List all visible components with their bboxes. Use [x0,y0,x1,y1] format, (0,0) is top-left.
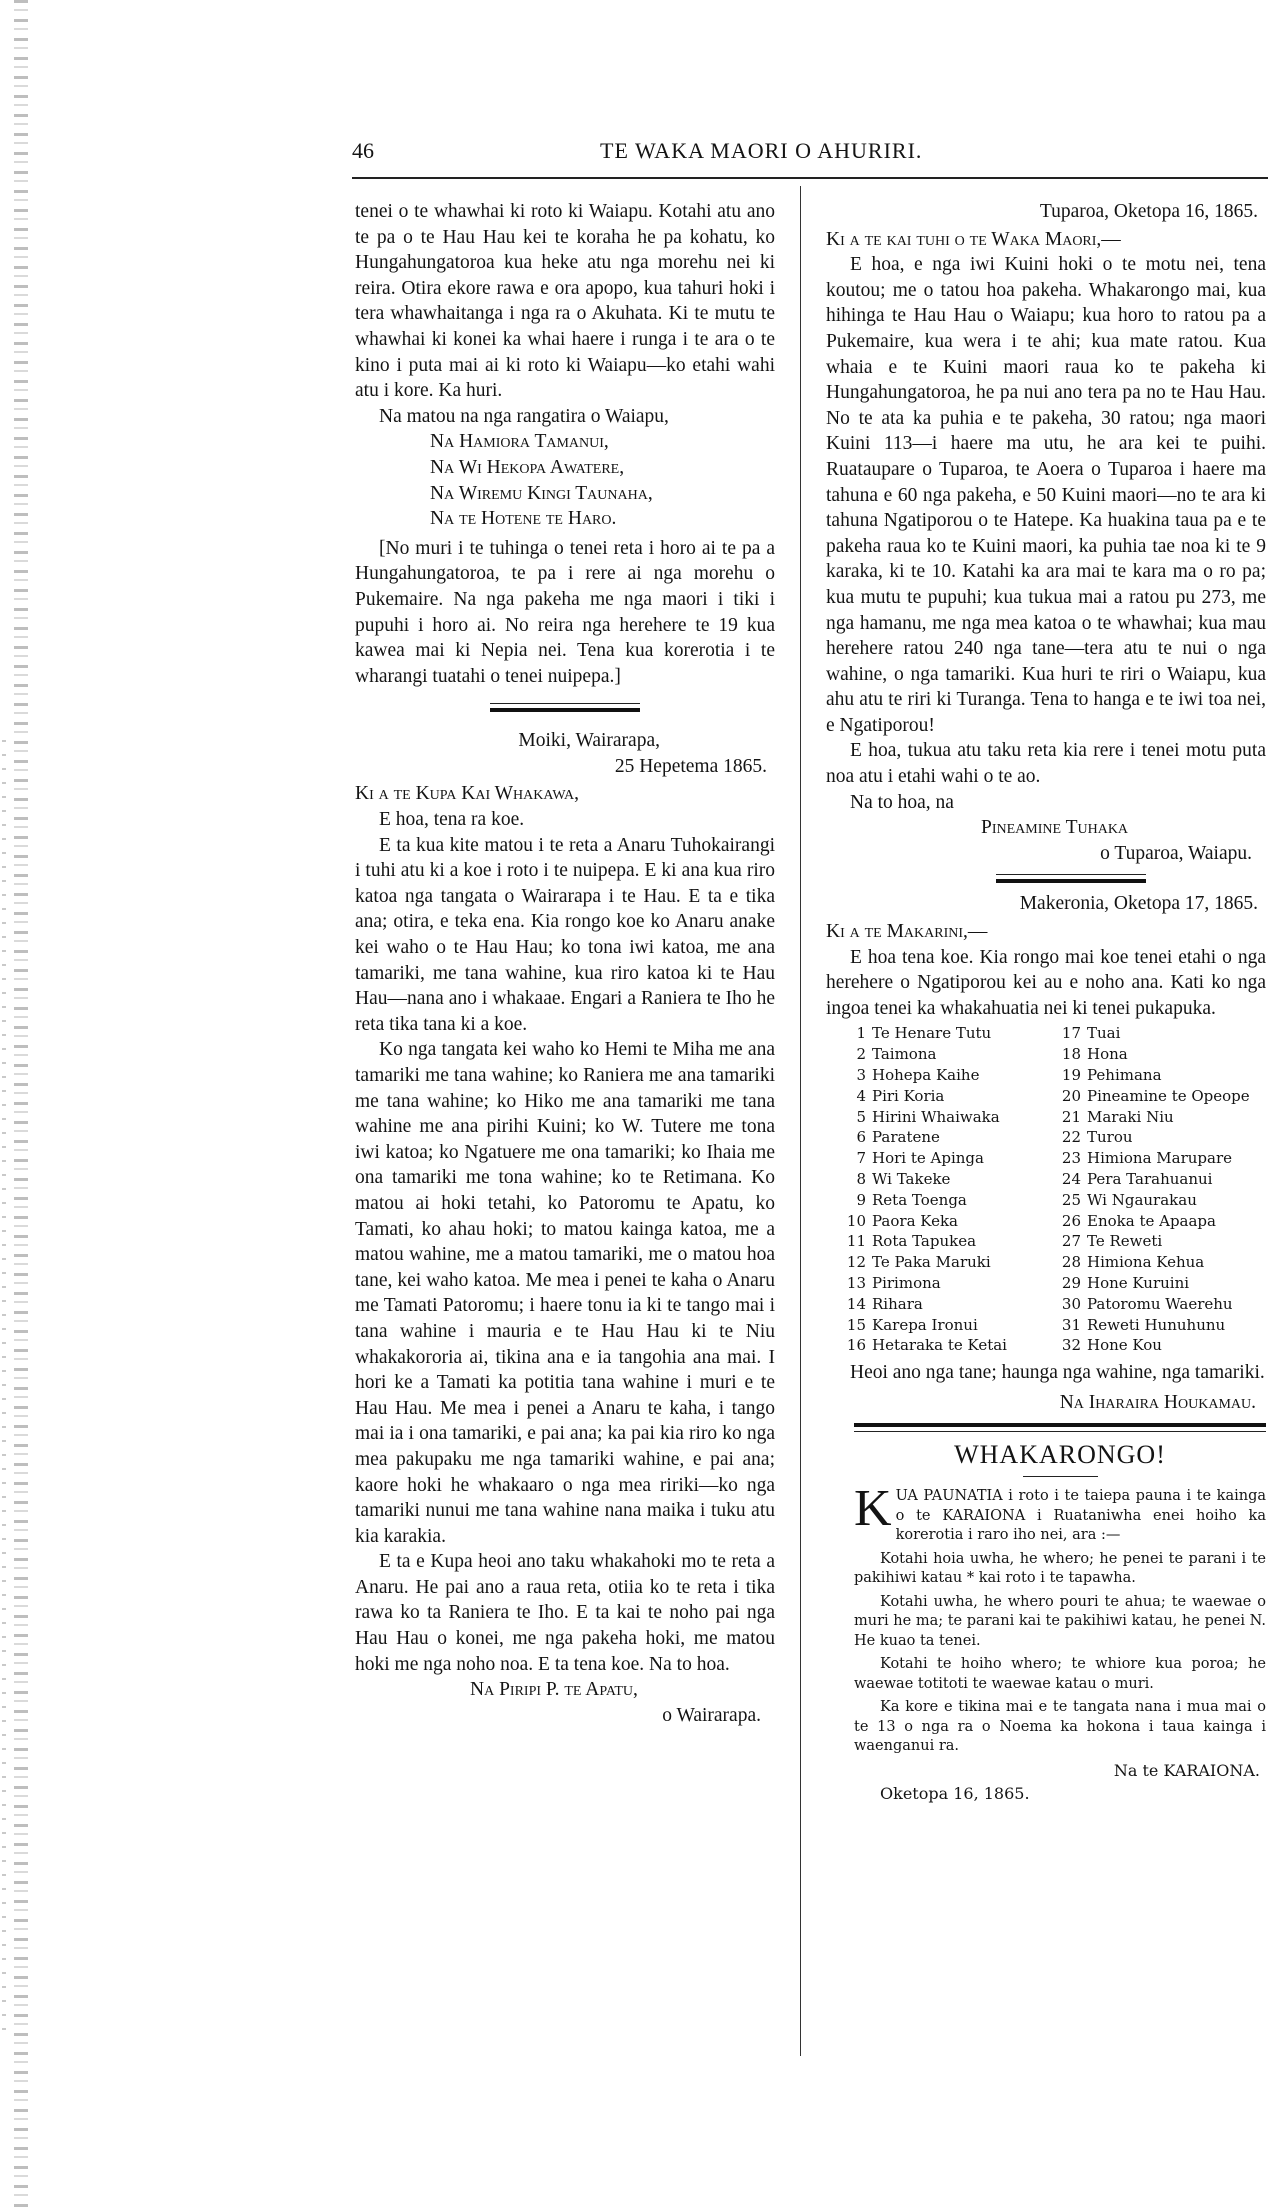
name-text: Reta Toenga [872,1190,967,1209]
left-column [355,199,775,1728]
letter-greeting: E hoa, tena ra koe. [379,809,525,831]
name-text: Hetaraka te Ketai [872,1336,1007,1355]
name-number: 24 [1061,1169,1081,1188]
name-number: 1 [856,1024,866,1043]
name-text: Turou [1087,1128,1133,1147]
letter-place: Moiki, Wairarapa, [518,730,660,752]
notice-advertisement [854,1438,1266,1804]
name-number: 29 [1061,1273,1081,1292]
name-list-item [840,1044,1055,1065]
name-text: Pirimona [872,1273,941,1292]
name-number: 19 [1061,1066,1081,1084]
letter-paragraph: E ta e Kupa heoi ano taku whakahoki mo te reta a Anaru. He pai ano a raua reta, otiia ko te reta i tika rawa ko ta Raniera te Iho. E ta kai te noho pai nga Hau Hau o konei, me nga pakeha hoki, me matou hoki me nga noho noa. E ta tena koe. Na to hoa. [355,1551,775,1675]
name-text: Hori te Apinga [872,1149,984,1168]
notice-paragraph: Kotahi hoia uwha, he whero; he penei te parani i te pakihiwi katau * kai roto i te tapawha. [854,1550,1266,1587]
name-text: Te Paka Maruki [872,1253,991,1272]
name-list-item [1055,1148,1266,1169]
name-number: 6 [856,1128,866,1147]
name-list-item [1055,1335,1266,1356]
name-text: Himiona Marupare [1087,1149,1233,1168]
name-list-item [1055,1273,1266,1294]
name-number: 10 [846,1211,866,1230]
name-text: Enoka te Apaapa [1087,1211,1216,1230]
name-number: 14 [846,1294,866,1313]
letter-salutation: Ki a te kai tuhi o te Waka Maori,— [826,228,1121,250]
name-number: 27 [1061,1232,1081,1251]
letter-dateline: Makeronia, Oketopa 17, 1865. [1019,893,1258,915]
name-number: 13 [846,1273,866,1292]
name-list-item [1055,1294,1266,1315]
section-rule [996,874,1146,883]
name-list-item [840,1252,1055,1273]
name-list-item [1055,1169,1266,1190]
name-text: Wi Ngaurakau [1087,1190,1197,1209]
name-number: 31 [1061,1315,1081,1334]
notice-date: Oketopa 16, 1865. [880,1784,1030,1804]
running-title: TE WAKA MAORI O AHURIRI. [600,138,923,163]
name-text: Karepa Ironui [872,1315,978,1334]
name-list-item [1055,1044,1266,1065]
notice-paragraph: Kotahi te hoiho whero; te whiore kua poroa; he waewae totitoti te waewae katau o muri. [854,1656,1266,1692]
names-column-right [1055,1023,1266,1356]
name-list-item [1055,1127,1266,1148]
name-list-item [840,1335,1055,1356]
name-list-item [840,1315,1055,1336]
name-list-item [1055,1190,1266,1211]
signatories-list [355,429,775,531]
name-number: 23 [1061,1149,1081,1168]
name-text: Reweti Hunuhunu [1087,1315,1226,1334]
editor-note: [No muri i te tuhinga o tenei reta i horo ai te pa a Hungahungatoroa, te pa i rere ai nga morehu o Pukemaire. Na nga pakeha me nga maori i tiki i pupuhi i horo ai. No reira nga herehere te 19 kua kawea mai ki Nepia nei. Tena kua korerotia i te wharangi tuatahi o tenei nuipepa.] [355,537,775,687]
notice-lead: UA PAUNATIA i roto i te taiepa pauna i te kainga o te KARAIONA i Ruataniwha enei hoiho ka korerotia i raro iho nei, ara :— [895,1488,1266,1544]
name-number: 15 [846,1315,866,1334]
name-text: Hirini Whaiwaka [872,1107,1000,1126]
name-text: Rihara [872,1294,923,1313]
letter-date: 25 Hepetema 1865. [614,755,767,777]
page-number: 46 [352,138,374,163]
name-number: 12 [846,1253,866,1272]
name-text: Paratene [872,1128,940,1147]
notice-title: WHAKARONGO! [954,1440,1166,1470]
section-rule [854,1423,1266,1432]
name-text: Wi Takeke [872,1169,951,1188]
letter-paragraph: E ta kua kite matou i te reta a Anaru Tuhokairangi i tuhi atu ki a koe i roto i te nuipepa. E ki ana kua riro katoa nga tangata o Wairarapa i te Hau. E ta e tika ana; otira, e teka ena. Kia rongo koe ko Anaru anake kei waho o te Hau Hau; ko tona iwi katoa, me ana tamariki, me tana wahine, kua riro katoa ki te Hau Hau—nana ano i whakaae. Engari a Raniera te Iho he reta tika tana ki a koe. [355,834,775,1035]
header-rule [352,177,1268,179]
name-list-item [840,1086,1055,1107]
letter-signature-place: o Wairarapa. [662,1704,761,1726]
name-list-item [1055,1252,1266,1273]
name-text: Paora Keka [872,1211,958,1230]
prisoner-names-list [840,1023,1266,1356]
name-number: 21 [1061,1107,1081,1126]
name-list-item [840,1107,1055,1128]
name-list-item [1055,1315,1266,1336]
name-number: 16 [846,1336,866,1355]
name-text: Pehimana [1087,1066,1162,1084]
letter-paragraph: Ko nga tangata kei waho ko Hemi te Miha me ana tamariki me tana wahine; ko Raniera me ana tamariki me tana wahine; ko Hiko me ana tamariki me tana wahine me ana pirihi Kuini; ko W. Tutere me tona iwi katoa; ko Ngatuere me ona tamariki; ko Ihaia me ona tamariki me tona wahine; ko te Retimana. Ko matou ai hoki tetahi, ko Patoromu te Apatu, ko Tamati, ko ahau hoki; to matou kainga katoa, me a matou wahine, me a matou tamariki, me o matou hoa tane, kei waho katoa. Me mea i penei te kaha o Anaru me Tamati Patoromu; i haere tonu ia ki te tango mai i tana wahine i mauria e te Hau Hau ki te Niu whakakororia ai, tikina ana e ia tangohia ana mai. I hori ke a Tamati ka potitia tana wahine i muri e te Hau Hau. Me mea i penei a Anaru te kaha, i tango mai ia i ona tamariki, e pai ana; ka pai kia riro ko nga mea pakupaku me nga tamariki wahine, e pai ana; kaore hoki he whakaaro o nga mea ririki—ko nga tamariki nunui me tana wahine nana maika i tuku atu kia karakia. [355,1039,775,1547]
letter-signature: Na Piripi P. te Apatu, [470,1679,638,1701]
letter-salutation: Ki a te Makarini,— [826,921,988,943]
name-number: 11 [846,1232,866,1251]
letter-signature: Na Iharaira Houkamau. [1059,1391,1256,1413]
name-text: Te Henare Tutu [872,1024,992,1043]
name-list-item [840,1127,1055,1148]
name-number: 9 [856,1190,866,1209]
name-number: 17 [1061,1024,1081,1043]
name-text: Taimona [872,1045,937,1064]
signatory: Na Wiremu Kingi Taunaha, [430,482,653,504]
name-number: 4 [856,1086,866,1105]
letter-signature-place: o Tuparoa, Waiapu. [1100,842,1252,864]
name-number: 26 [1061,1211,1081,1230]
name-number: 18 [1061,1045,1081,1064]
notice-title-rule [1023,1476,1098,1477]
name-number: 20 [1061,1086,1081,1105]
letter-paragraph: E hoa tena koe. Kia rongo mai koe tenei etahi o nga herehere o Ngatiporou kei au e noho ana. Kati ko nga ingoa tenei ka whakahuatia nei ki tenei pukapuka. [826,946,1266,1019]
name-text: Rota Tapukea [872,1232,977,1251]
name-list-item [840,1148,1055,1169]
name-text: Te Reweti [1087,1232,1163,1251]
name-list-item [1055,1023,1266,1044]
name-list-item [1055,1086,1266,1107]
name-text: Hone Kuruini [1087,1273,1190,1292]
name-text: Pera Tarahuanui [1087,1169,1213,1188]
name-list-item [840,1231,1055,1252]
continued-letter-closing: Na matou na nga rangatira o Waiapu, [379,405,669,427]
scan-binding-edge [14,0,28,2212]
name-text: Himiona Kehua [1087,1253,1205,1272]
name-text: Hohepa Kaihe [872,1066,980,1084]
letter-dateline: Tuparoa, Oketopa 16, 1865. [1039,201,1258,222]
letter-closing: Na to hoa, na [850,791,954,813]
signatory: Na Wi Hekopa Awatere, [430,456,625,478]
name-number: 2 [856,1045,866,1064]
name-number: 5 [856,1107,866,1126]
signatory: Na Hamiora Tamanui, [430,431,609,453]
after-list-text: Heoi ano nga tane; haunga nga wahine, nga tamariki. [850,1362,1265,1384]
section-rule [490,703,640,712]
letter-paragraph: E hoa, tukua atu taku reta kia rere i tenei motu puta noa atu i etahi wahi o te ao. [826,740,1266,788]
notice-paragraph: Ka kore e tikina mai e te tangata nana i mua mai o te 13 o nga ra o Noema ka hokona i taua kainga i waenganui ra. [854,1699,1266,1755]
scan-binding-edge-outer [2,740,6,2040]
name-list-item [840,1190,1055,1211]
name-list-item [1055,1211,1266,1232]
name-text: Maraki Niu [1087,1107,1174,1126]
name-number: 22 [1061,1128,1081,1147]
column-divider [800,186,801,2056]
letter-paragraph: E hoa, e nga iwi Kuini hoki o te motu nei, tena koutou; me o tatou hoa pakeha. Whakarongo mai, kua hihinga te Hau Hau o Waiapu; kua horo to ratou pa a Pukemaire, kua wera i te ahi; kua mate ratou. Kua whaia e te Kuini maori raua ko te pakeha ki Hungahungatoroa, he pa nui ano tera pa no te Hau Hau. No te ata ka puhia e te pakeha, 30 ratou; nga maori Kuini 113—i haere ma utu, he ara kei te puihi. Ruataupare o Tuparoa, te Aoera o Tuparoa i haere ma tahuna e 60 nga pakeha, e 50 Kuini maori—no te ara ki tahuna Ngatiporou o te Hatepe. Ka huakina taua pa e te pakeha raua ko te Kuini maori, ka puhia tae noa ki te 9 karaka, ki te 10. Katahi ka ara mai te kara ma o ro pa; kua mutu te pupuhi; kua tukua mai a ratou pu 273, me nga hamanu, me nga mea katoa o te whawhai; kua mau herehere ratou 240 nga tane—tera atu te nui o nga wahine, o nga tamariki. Kua huri te riri o Waiapu, kua ahu atu te riri ki Turanga. Tena to hanga e te iwi toa nei, e Ngatiporou! [826,254,1266,736]
name-text: Hona [1087,1045,1128,1064]
name-list-item [840,1211,1055,1232]
name-number: 30 [1061,1294,1081,1313]
name-text: Pineamine te Opeope [1087,1086,1250,1105]
name-text: Tuai [1087,1024,1121,1043]
name-text: Hone Kou [1087,1336,1162,1355]
notice-signature: Na te KARAIONA. [1113,1760,1260,1780]
name-number: 32 [1061,1336,1081,1355]
notice-paragraph: Kotahi uwha, he whero pouri te ahua; te waewae o muri he ma; te parani kai te pakihiwi katau, he penei N. He kuao ta tenei. [854,1593,1266,1649]
name-text: Piri Koria [872,1086,945,1105]
name-number: 7 [856,1149,866,1168]
name-list-item [1055,1231,1266,1252]
name-list-item [1055,1107,1266,1128]
name-list-item [1055,1065,1266,1086]
name-list-item [840,1065,1055,1086]
name-list-item [840,1023,1055,1044]
continued-letter-paragraph: tenei o te whawhai ki roto ki Waiapu. Kotahi atu ano te pa o te Hau Hau kei te koraha he pa kohatu, ko Hungahungatoroa kua heke atu nga morehu nei ki reira. Otira ekore rawa e ora apopo, kua tahuri hoki i tera whawhaitanga i nga ra o Akuhata. Ki te mutu te whawhai ki konei ka whai haere i runga i te ara o te kino i puta mai ai ki roto ki Waiapu—ko etahi wahi atu i kore. Ka huri. [355,201,775,402]
signatory: Na te Hotene te Haro. [430,508,617,530]
name-number: 28 [1061,1253,1081,1272]
letter-signature: Pineamine Tuhaka [981,817,1129,839]
name-list-item [840,1294,1055,1315]
names-column-left [840,1023,1055,1356]
name-text: Patoromu Waerehu [1087,1294,1233,1313]
notice-dropcap: K [854,1480,892,1538]
right-column [826,199,1266,1808]
name-number: 8 [856,1169,866,1188]
letter-salutation: Ki a te Kupa Kai Whakawa, [355,783,580,805]
name-list-item [840,1169,1055,1190]
name-number: 25 [1061,1190,1081,1209]
name-list-item [840,1273,1055,1294]
name-number: 3 [856,1066,866,1084]
